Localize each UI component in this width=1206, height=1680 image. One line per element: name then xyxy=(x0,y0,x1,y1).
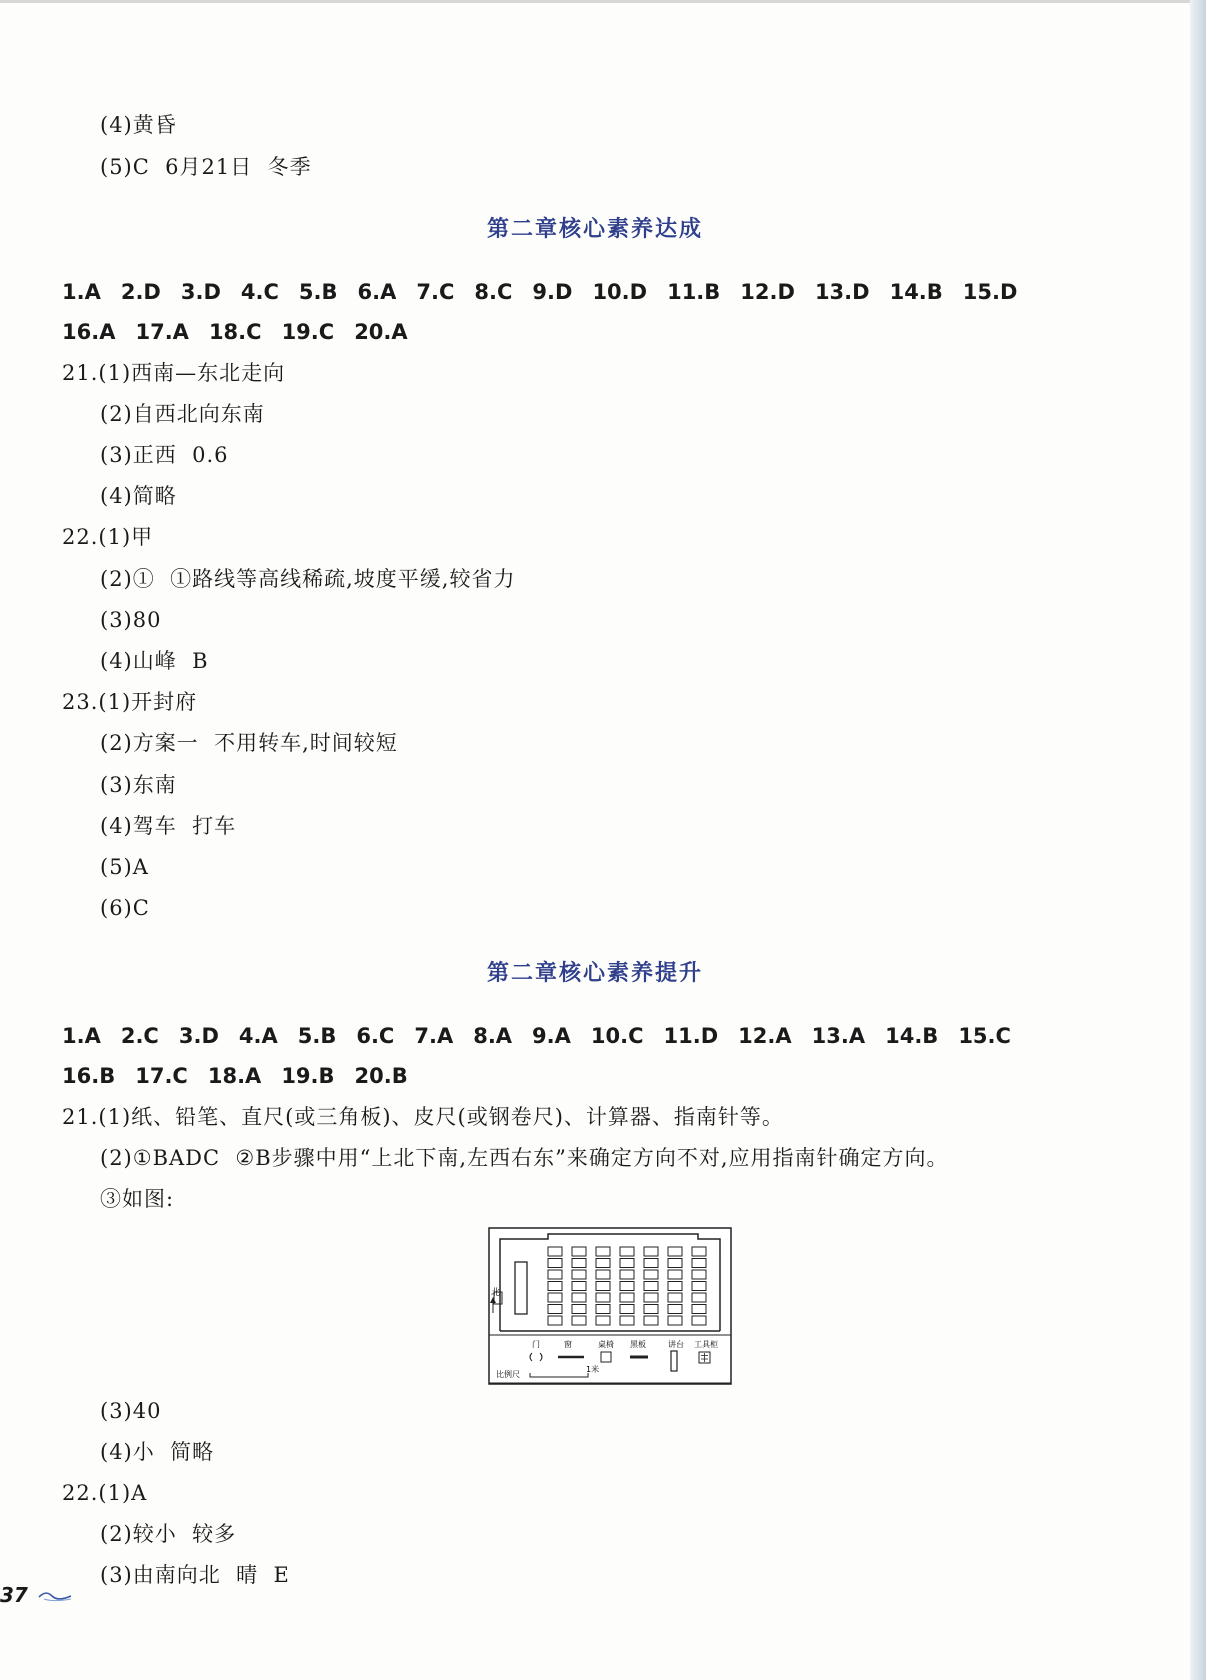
scan-top-edge xyxy=(0,0,1206,3)
answer-line: (3)由南向北 晴 E xyxy=(100,1563,290,1587)
answer-line: (3)正西 0.6 xyxy=(100,443,229,467)
answer-line: (5)A xyxy=(100,855,149,879)
mc-answer-row xyxy=(62,317,428,347)
mc-answer: 15.D xyxy=(962,280,1018,304)
answer-line: (5)C 6月21日 冬季 xyxy=(100,155,312,179)
legend-podium-label: 讲台 xyxy=(668,1340,684,1349)
mc-answer: 8.A xyxy=(473,1024,513,1048)
mc-answer: 9.D xyxy=(532,280,573,304)
mc-answer-row xyxy=(62,1061,428,1091)
answer-line: 22.(1)A xyxy=(62,1481,148,1505)
mc-answer: 18.A xyxy=(207,1064,262,1088)
mc-answer: 6.C xyxy=(356,1024,395,1048)
mc-answer: 7.A xyxy=(414,1024,454,1048)
answer-line: (2)①BADC ②B步骤中用“上北下南,左西右东”来确定方向不对,应用指南针确定方向。 xyxy=(100,1146,949,1170)
answer-line: 21.(1)西南—东北走向 xyxy=(62,361,286,385)
mc-answer: 3.D xyxy=(178,1024,219,1048)
mc-answer: 15.C xyxy=(958,1024,1011,1048)
mc-answer: 2.D xyxy=(120,280,161,304)
mc-answer: 13.D xyxy=(814,280,870,304)
answer-line: (3)40 xyxy=(100,1399,162,1423)
mc-answer: 16.B xyxy=(62,1064,116,1088)
mc-answer: 17.C xyxy=(135,1064,188,1088)
mc-answer: 2.C xyxy=(120,1024,159,1048)
mc-answer: 12.A xyxy=(738,1024,792,1048)
answer-line: 23.(1)开封府 xyxy=(62,690,198,714)
mc-answer-row xyxy=(62,277,1037,307)
legend-door-label: 门 xyxy=(532,1340,540,1349)
mc-answer-row xyxy=(62,1021,1031,1051)
mc-answer: 11.D xyxy=(663,1024,719,1048)
answer-line: (2)方案一 不用转车,时间较短 xyxy=(100,731,398,755)
page-number-ornament xyxy=(38,1590,72,1602)
answer-line: (4)简略 xyxy=(100,484,177,508)
mc-answer: 6.A xyxy=(357,280,397,304)
answer-line: ③如图: xyxy=(100,1187,175,1211)
legend-window-label: 窗 xyxy=(564,1340,572,1349)
answer-line: (4)黄昏 xyxy=(100,113,177,137)
mc-answer: 10.D xyxy=(592,280,648,304)
mc-answer: 5.B xyxy=(297,1024,337,1048)
north-label: 北 xyxy=(491,1288,501,1298)
answer-line: (3)东南 xyxy=(100,773,177,797)
answer-line: (4)山峰 B xyxy=(100,649,209,673)
answer-line: (6)C xyxy=(100,896,150,920)
mc-answer: 3.D xyxy=(180,280,221,304)
mc-answer: 1.A xyxy=(62,1024,101,1048)
section-title: 第二章核心素养达成 xyxy=(486,217,703,242)
answer-line: 21.(1)纸、铅笔、直尺(或三角板)、皮尺(或钢卷尺)、计算器、指南针等。 xyxy=(62,1105,784,1129)
mc-answer: 13.A xyxy=(811,1024,866,1048)
scale-label: 比例尺 xyxy=(496,1370,520,1379)
legend-cabinet-label: 工具柜 xyxy=(694,1340,718,1349)
answer-line: (2)① ①路线等高线稀疏,坡度平缓,较省力 xyxy=(100,567,516,591)
mc-answer: 19.C xyxy=(281,320,335,344)
section-title: 第二章核心素养提升 xyxy=(486,961,703,986)
mc-answer: 14.B xyxy=(885,1024,939,1048)
answer-line: (4)驾车 打车 xyxy=(100,814,237,838)
mc-answer: 7.C xyxy=(416,280,455,304)
legend-blackboard-label: 黑板 xyxy=(630,1340,646,1349)
mc-answer: 16.A xyxy=(62,320,116,344)
mc-answer: 19.B xyxy=(281,1064,335,1088)
mc-answer: 14.B xyxy=(889,280,943,304)
mc-answer: 9.A xyxy=(532,1024,571,1048)
mc-answer: 4.A xyxy=(238,1024,278,1048)
mc-answer: 8.C xyxy=(474,280,513,304)
legend-desk-label: 桌椅 xyxy=(598,1340,614,1349)
classroom-plan-figure xyxy=(488,1227,732,1385)
classroom-plan-svg xyxy=(488,1227,732,1385)
answer-line: 22.(1)甲 xyxy=(62,525,154,549)
mc-answer: 1.A xyxy=(62,280,101,304)
mc-answer: 17.A xyxy=(135,320,189,344)
mc-answer: 5.B xyxy=(298,280,338,304)
mc-answer: 11.B xyxy=(667,280,721,304)
answer-line: (2)自西北向东南 xyxy=(100,402,265,426)
mc-answer: 12.D xyxy=(740,280,795,304)
mc-answer: 18.C xyxy=(208,320,262,344)
scan-right-edge xyxy=(1190,0,1206,1680)
mc-answer: 4.C xyxy=(240,280,279,304)
answer-line: (4)小 简略 xyxy=(100,1440,215,1464)
page-number: 37 xyxy=(0,1583,28,1607)
answer-line: (3)80 xyxy=(100,608,162,632)
mc-answer: 10.C xyxy=(590,1024,644,1048)
answer-line: (2)较小 较多 xyxy=(100,1522,237,1546)
mc-answer: 20.A xyxy=(354,320,408,344)
scale-value: 1米 xyxy=(586,1365,600,1374)
mc-answer: 20.B xyxy=(354,1064,408,1088)
